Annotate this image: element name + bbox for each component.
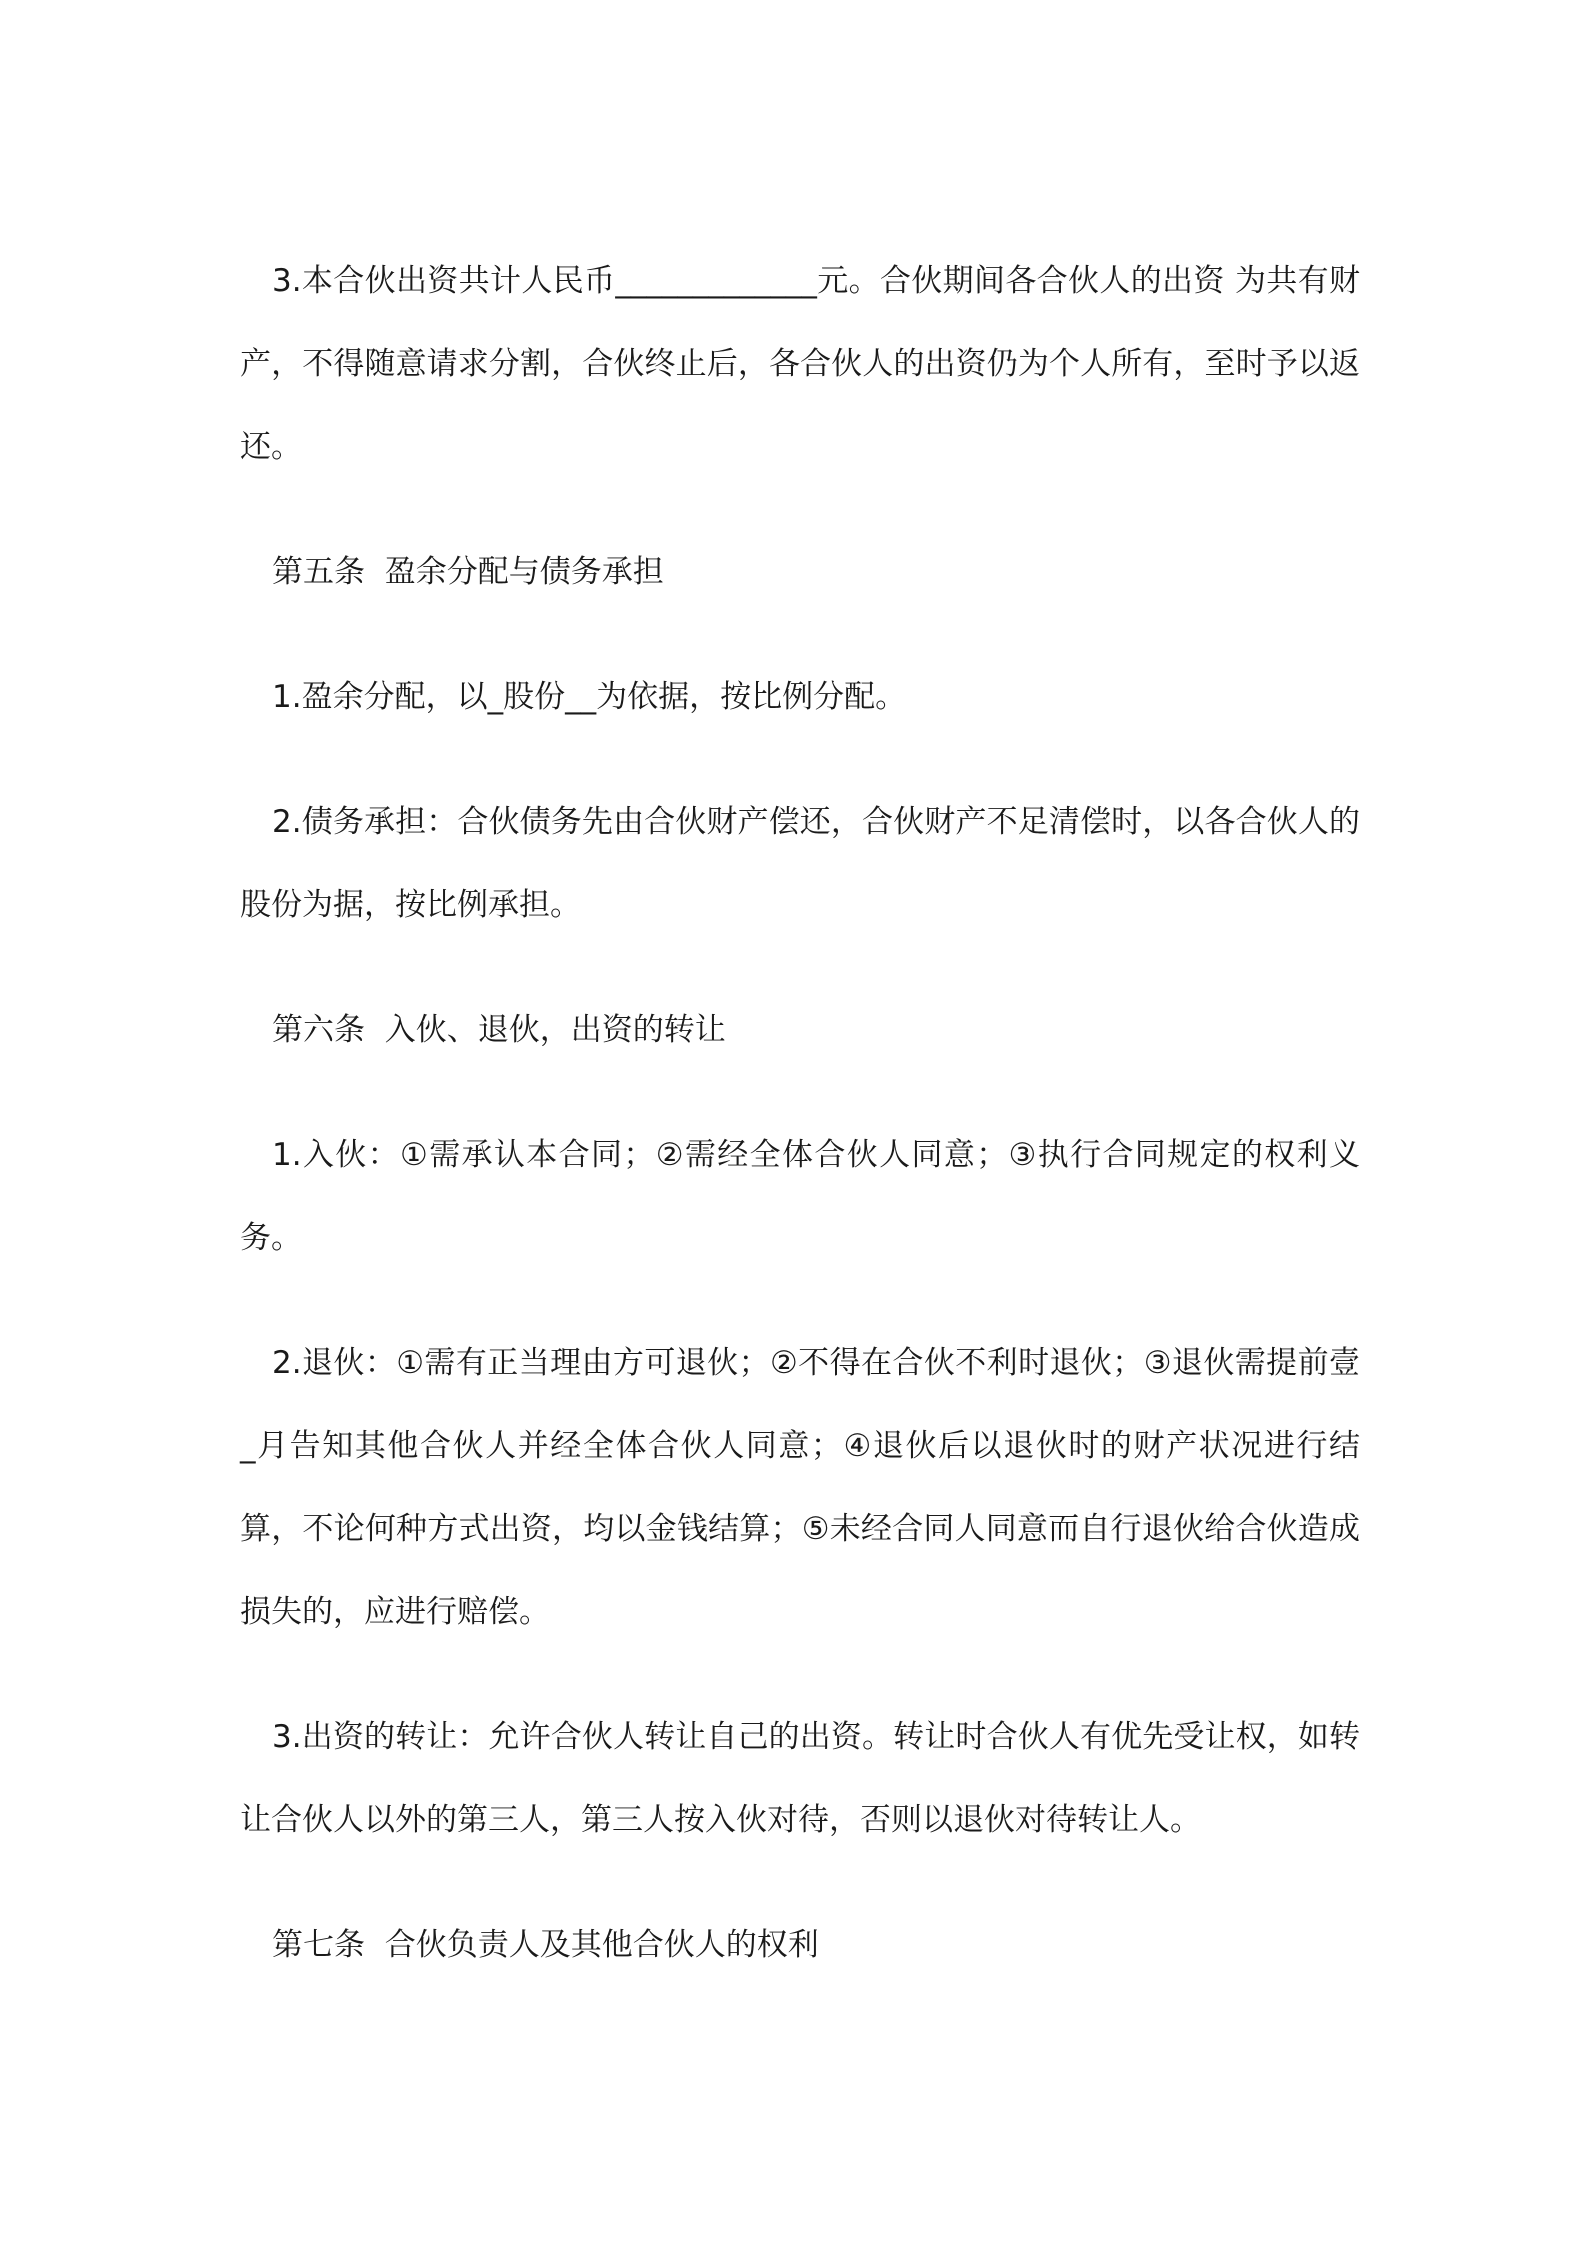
clause-5-item-1-profit-distribution: 1.盈余分配，以_股份__为依据，按比例分配。 (272, 679, 907, 715)
clause-6-item-2-withdrawal: 2.退伙：①需有正当理由方可退伙；②不得在合伙不利时退伙；③退伙需提前壹_月告知其他合伙人并经全体合伙人同意；④退伙后以退伙时的财产状况进行结算，不论何种方式出资，均以金钱结算；⑤未经合同人同意而自行退伙给合伙造成损失的，应进行赔偿。 (240, 1345, 1360, 1630)
clause-4-item-3-capital: 3.本合伙出资共计人民币_____________元。合伙期间各合伙人的出资 为共有财产，不得随意请求分割，合伙终止后，各合伙人的出资仍为个人所有，至时予以返还。 (240, 263, 1360, 465)
article-5-heading: 第五条 盈余分配与债务承担 (272, 554, 664, 590)
document-body (240, 240, 1360, 2029)
clause-5-item-2-debt-liability: 2.债务承担：合伙债务先由合伙财产偿还，合伙财产不足清偿时，以各合伙人的股份为据，按比例承担。 (240, 804, 1360, 923)
clause-6-item-3-capital-transfer: 3.出资的转让：允许合伙人转让自己的出资。转让时合伙人有优先受让权，如转让合伙人以外的第三人，第三人按入伙对待，否则以退伙对待转让人。 (240, 1719, 1360, 1838)
article-6-heading: 第六条 入伙、退伙，出资的转让 (272, 1012, 726, 1048)
clause-6-item-1-joining: 1.入伙：①需承认本合同；②需经全体合伙人同意；③执行合同规定的权利义务。 (240, 1137, 1360, 1256)
article-7-heading: 第七条 合伙负责人及其他合伙人的权利 (272, 1927, 819, 1963)
